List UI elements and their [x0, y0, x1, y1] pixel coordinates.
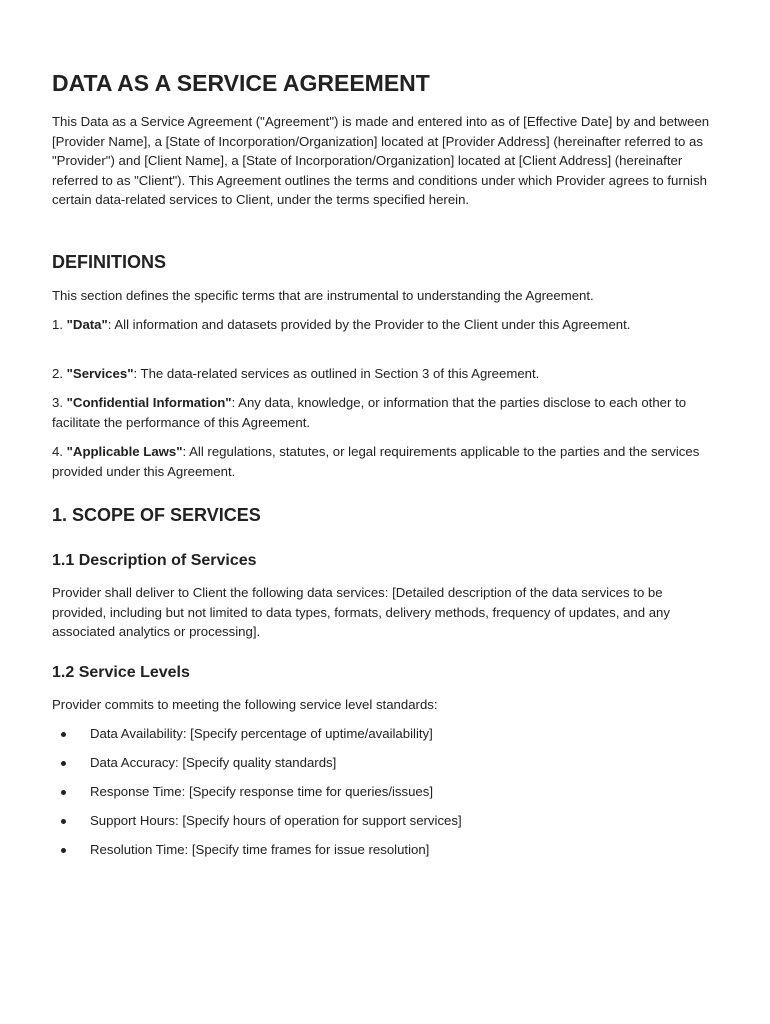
definition-text: : The data-related services as outlined in Section 3 of this Agreement. [133, 366, 540, 381]
definition-number: 2. [52, 366, 67, 381]
list-item [52, 753, 720, 782]
list-item [52, 811, 720, 840]
definitions-heading: DEFINITIONS [52, 252, 167, 272]
description-of-services-text: Provider shall deliver to Client the following data services: [Detailed description of the data services to be provided, including but not limited to data types, formats, delivery methods, frequency of updates, and any associated analytics or processing]. [52, 585, 670, 640]
list-item [52, 782, 720, 811]
definition-item-applicable-laws [52, 442, 720, 481]
scope-heading: 1. SCOPE OF SERVICES [52, 505, 261, 525]
bullet-icon [61, 761, 66, 766]
definition-item-services [52, 364, 720, 384]
bullet-icon [61, 732, 66, 737]
bullet-icon [61, 819, 66, 824]
definition-number: 1. [52, 317, 67, 332]
definition-number: 4. [52, 444, 67, 459]
definition-item-confidential-information [52, 393, 720, 432]
list-item-text: Data Availability: [Specify percentage of uptime/availability] [90, 726, 433, 741]
list-item-text: Response Time: [Specify response time for queries/issues] [90, 784, 434, 799]
bullet-icon [61, 848, 66, 853]
list-item-text: Support Hours: [Specify hours of operation for support services] [90, 813, 462, 828]
definitions-lead: This section defines the specific terms that are instrumental to understanding the Agreement. [52, 288, 594, 303]
list-item [52, 840, 720, 869]
definition-term: "Confidential Information" [66, 395, 232, 410]
definition-text: : Any data, knowledge, or information that the parties disclose to each other to facilitate the performance of this Agreement. [52, 395, 687, 430]
definition-term: "Data" [66, 317, 108, 332]
definition-term: "Applicable Laws" [66, 444, 183, 459]
definition-term: "Services" [66, 366, 134, 381]
definition-text: : All regulations, statutes, or legal requirements applicable to the parties and the services provided under this Agreement. [52, 444, 700, 479]
service-levels-list [52, 724, 720, 869]
document-title: DATA AS A SERVICE AGREEMENT [52, 70, 430, 96]
definition-item-data [52, 315, 720, 335]
service-levels-heading: 1.2 Service Levels [52, 664, 190, 681]
bullet-icon [61, 790, 66, 795]
list-item-text: Data Accuracy: [Specify quality standards] [90, 755, 337, 770]
list-item-text: Resolution Time: [Specify time frames for issue resolution] [90, 842, 430, 857]
description-of-services-heading: 1.1 Description of Services [52, 552, 257, 569]
service-levels-lead: Provider commits to meeting the following service level standards: [52, 697, 438, 712]
list-item [52, 724, 720, 753]
definition-number: 3. [52, 395, 67, 410]
intro-paragraph: This Data as a Service Agreement ("Agreement") is made and entered into as of [Effective Date] by and between [Provider Name], a [State of Incorporation/Organization] located at [Provider Address] (hereinafter referred to as "Provider") and [Client Name], a [State of Incorporation/Organization] located at [Client Address] (hereinafter referred to as "Client"). This Agreement outlines the terms and conditions under which Provider agrees to furnish certain data-related services to Client, under the terms specified herein. [52, 114, 710, 208]
definition-text: : All information and datasets provided by the Provider to the Client under this Agreement. [107, 317, 631, 332]
